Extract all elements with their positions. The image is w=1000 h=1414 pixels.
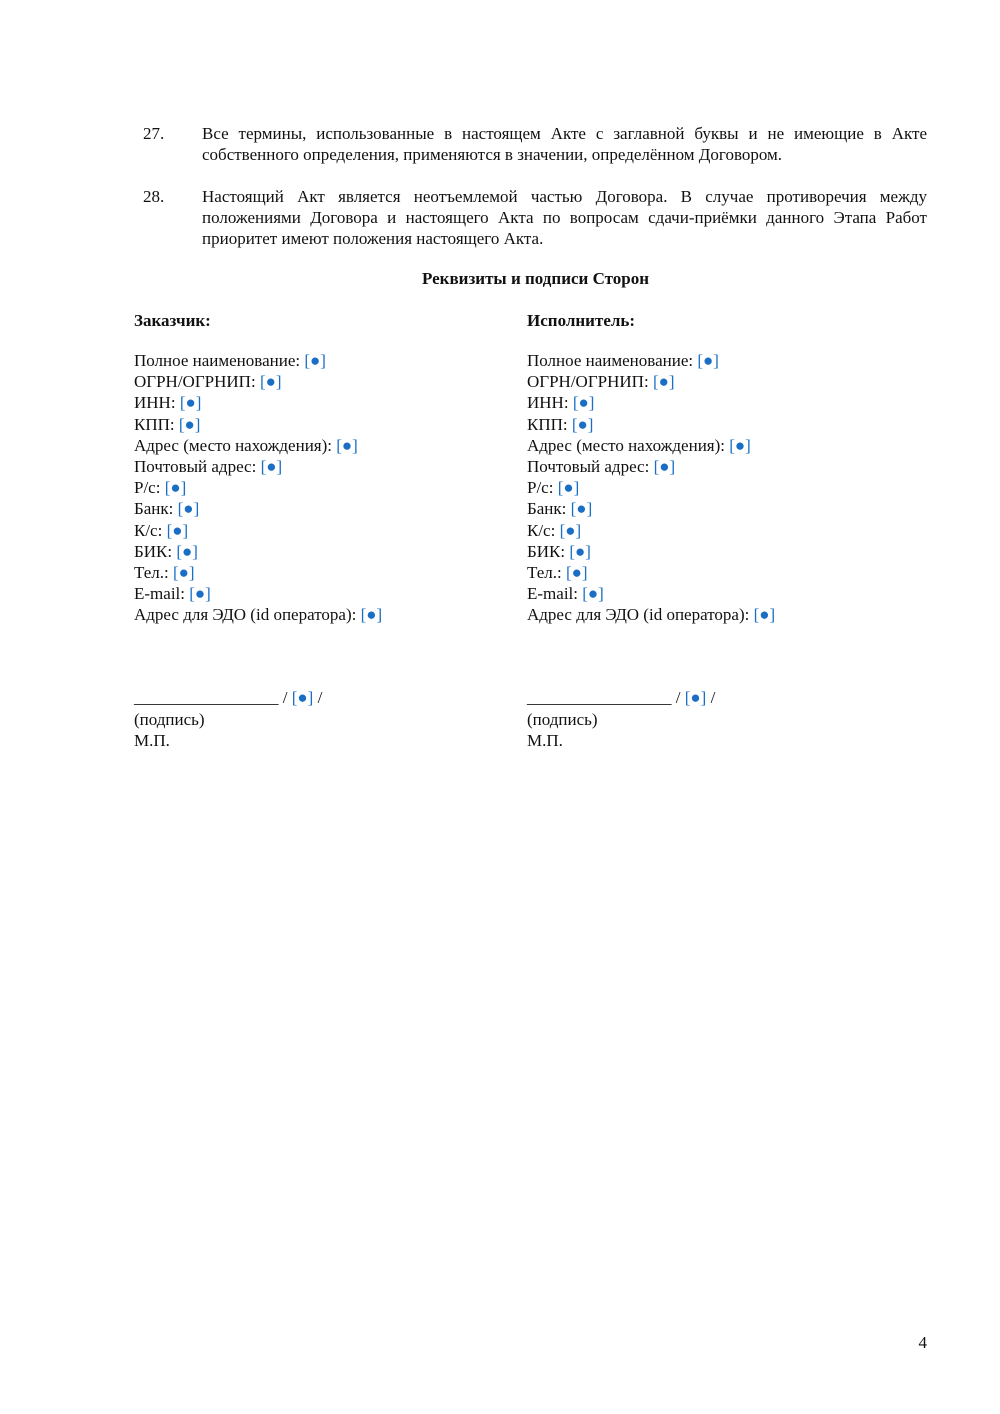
- placeholder-marker: [●]: [753, 605, 776, 625]
- contractor-signature-block: [527, 687, 907, 751]
- paragraph-number: 27.: [143, 124, 165, 143]
- placeholder-marker: [●]: [569, 541, 591, 561]
- placeholder-marker: [●]: [697, 351, 719, 370]
- contractor-title: Исполнитель:: [527, 311, 636, 330]
- stamp-label: М.П.: [134, 730, 170, 750]
- placeholder-marker: [●]: [684, 688, 707, 708]
- field-label: E-mail:: [134, 584, 185, 604]
- page-number: 4: [918, 1333, 927, 1352]
- field-label: К/с:: [527, 520, 556, 540]
- field-label: Адрес (место нахождения):: [134, 435, 332, 455]
- field-label: БИК:: [527, 541, 566, 561]
- paragraph-text: Настоящий Акт является неотъемлемой частью Договора. В случае противоречия между положениями Договора и настоящего Акта по вопросам сдачи-приёмки данного Этапа Работ приоритет имеют положения настоящего Акта.: [202, 187, 927, 248]
- placeholder-marker: [●]: [179, 393, 202, 413]
- contractor-requisites: [527, 310, 907, 751]
- field-label: Адрес (место нахождения):: [527, 435, 725, 455]
- field-label: Адрес для ЭДО (id оператора):: [527, 605, 750, 625]
- field-phone: [527, 562, 907, 583]
- placeholder-marker: [●]: [557, 478, 580, 498]
- field-edo-address: [527, 604, 907, 625]
- field-label: E-mail:: [527, 584, 578, 604]
- field-label: ИНН:: [134, 393, 176, 413]
- placeholder-marker: [●]: [570, 499, 593, 519]
- signature-blank: _________________: [134, 688, 279, 708]
- field-kpp: [527, 414, 907, 435]
- field-label: ОГРН/ОГРНИП:: [134, 372, 256, 392]
- field-inn: [134, 392, 514, 413]
- customer-fields: [134, 350, 514, 625]
- placeholder-marker: [●]: [336, 435, 358, 455]
- field-corr-account: [527, 520, 907, 541]
- field-address: [527, 435, 907, 456]
- field-label: Почтовый адрес:: [134, 456, 257, 476]
- placeholder-marker: [●]: [653, 456, 676, 476]
- field-label: ОГРН/ОГРНИП:: [527, 372, 649, 392]
- field-label: Банк:: [527, 499, 567, 519]
- placeholder-marker: [●]: [572, 393, 595, 413]
- field-kpp: [134, 414, 514, 435]
- field-full-name: [527, 350, 907, 371]
- field-label: Почтовый адрес:: [527, 456, 650, 476]
- field-label: КПП:: [527, 414, 568, 434]
- placeholder-marker: [●]: [166, 520, 189, 540]
- placeholder-marker: [●]: [566, 562, 588, 582]
- placeholder-marker: [●]: [304, 351, 326, 370]
- customer-signature-block: [134, 687, 514, 751]
- placeholder-marker: [●]: [360, 605, 383, 625]
- paragraph-28: [143, 186, 927, 249]
- field-bik: [134, 541, 514, 562]
- signature-line: _________________ / [●] /: [527, 688, 716, 708]
- placeholder-marker: [●]: [260, 456, 283, 476]
- field-inn: [527, 392, 907, 413]
- field-bank: [134, 498, 514, 519]
- placeholder-marker: [●]: [559, 520, 582, 540]
- placeholder-marker: [●]: [571, 414, 594, 434]
- field-label: БИК:: [134, 541, 173, 561]
- signature-blank: _________________: [527, 688, 672, 708]
- signature-caption: (подпись): [134, 709, 205, 729]
- field-email: [527, 583, 907, 604]
- field-label: Тел.:: [527, 562, 562, 582]
- field-account: [134, 477, 514, 498]
- signature-caption: (подпись): [527, 709, 598, 729]
- paragraph-number: 28.: [143, 187, 165, 206]
- placeholder-marker: [●]: [177, 499, 200, 519]
- placeholder-marker: [●]: [173, 562, 195, 582]
- customer-title: Заказчик:: [134, 311, 211, 330]
- field-label: ИНН:: [527, 393, 569, 413]
- field-phone: [134, 562, 514, 583]
- field-label: Р/с:: [134, 478, 161, 498]
- field-label: Банк:: [134, 499, 174, 519]
- field-address: [134, 435, 514, 456]
- field-postal-address: [134, 456, 514, 477]
- field-email: [134, 583, 514, 604]
- field-ogrn: [134, 371, 514, 392]
- field-label: КПП:: [134, 414, 175, 434]
- requisites-heading: Реквизиты и подписи Сторон: [421, 269, 650, 288]
- placeholder-marker: [●]: [582, 584, 604, 604]
- signature-line: _________________ / [●] /: [134, 688, 323, 708]
- placeholder-marker: [●]: [259, 372, 282, 392]
- field-full-name: [134, 350, 514, 371]
- field-bank: [527, 498, 907, 519]
- field-label: Полное наименование:: [134, 351, 301, 370]
- field-postal-address: [527, 456, 907, 477]
- placeholder-marker: [●]: [729, 435, 751, 455]
- contractor-fields: [527, 350, 907, 625]
- placeholder-marker: [●]: [164, 478, 187, 498]
- field-label: Тел.:: [134, 562, 169, 582]
- field-bik: [527, 541, 907, 562]
- field-label: К/с:: [134, 520, 163, 540]
- paragraph-27: [143, 123, 927, 165]
- field-account: [527, 477, 907, 498]
- customer-requisites: [134, 310, 514, 751]
- field-edo-address: [134, 604, 514, 625]
- field-label: Полное наименование:: [527, 351, 694, 370]
- placeholder-marker: [●]: [652, 372, 675, 392]
- placeholder-marker: [●]: [189, 584, 211, 604]
- field-label: Адрес для ЭДО (id оператора):: [134, 605, 357, 625]
- paragraph-text: Все термины, использованные в настоящем Акте с заглавной буквы и не имеющие в Акте собственного определения, применяются в значении, определённом Договором.: [202, 124, 927, 164]
- stamp-label: М.П.: [527, 730, 563, 750]
- field-corr-account: [134, 520, 514, 541]
- placeholder-marker: [●]: [291, 688, 314, 708]
- field-ogrn: [527, 371, 907, 392]
- field-label: Р/с:: [527, 478, 554, 498]
- placeholder-marker: [●]: [178, 414, 201, 434]
- placeholder-marker: [●]: [176, 541, 198, 561]
